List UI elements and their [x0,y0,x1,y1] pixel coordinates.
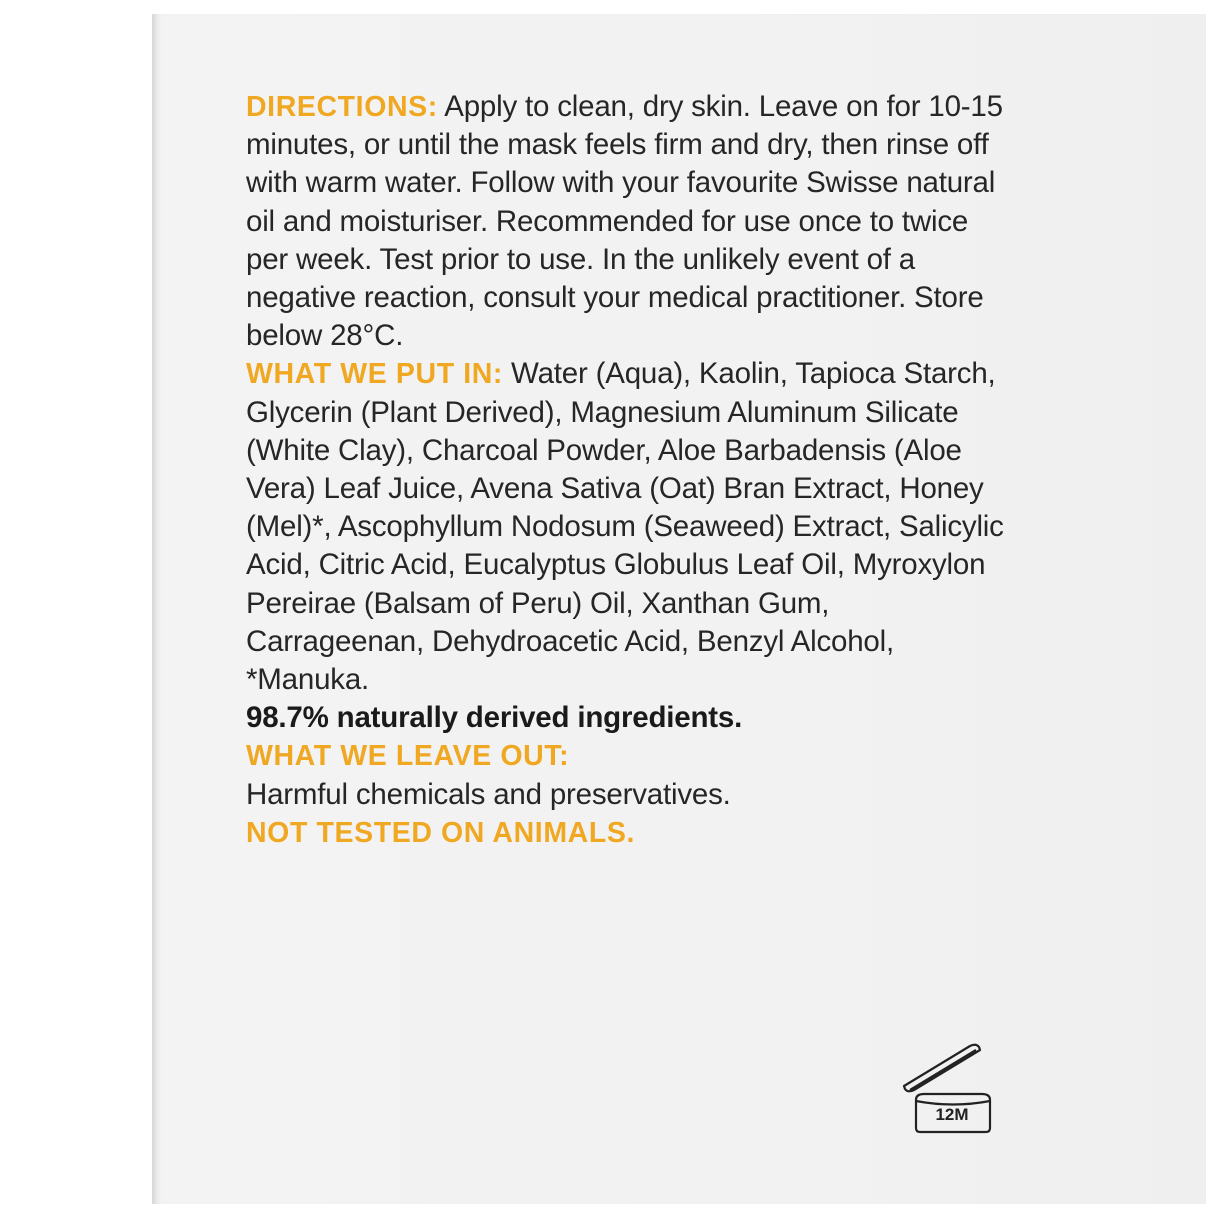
ingredients-block [246,355,1006,737]
label-copy [246,88,1006,852]
directions-block [246,88,1006,355]
panel-edge [152,14,158,1204]
animals-heading: NOT TESTED ON ANIMALS. [246,816,635,849]
directions-heading: DIRECTIONS: [246,91,438,123]
leave-out-heading: WHAT WE LEAVE OUT: [246,740,570,773]
natural-claim: 98.7% naturally derived ingredients. [246,701,743,735]
pao-label: 12M [935,1105,969,1124]
directions-text: Apply to clean, dry skin. Leave on for 10-15 minutes, or until the mask feels firm and dry, then rinse off with warm water. Follow with your favourite Swisse natural oil and moisturiser. Recommended for use once to twice per week. Test prior to use. In the unlikely event of a negative reaction, consult your medical practitioner. Store below 28°C. [246,90,1003,353]
animals-block [246,814,1006,852]
leave-out-block [246,737,1006,813]
leave-out-text: Harmful chemicals and preservatives. [246,777,731,811]
ingredients-text: Water (Aqua), Kaolin, Tapioca Starch, Glycerin (Plant Derived), Magnesium Aluminum Silicate (White Clay), Charcoal Powder, Aloe Barbadensis (Aloe Vera) Leaf Juice, Avena Sativa (Oat) Bran Extract, Honey (Mel)*, Ascophyllum Nodosum (Seaweed) Extract, Salicylic Acid, Citric Acid, Eucalyptus Globulus Leaf Oil, Myroxylon Pereirae (Balsam of Peru) Oil, Xanthan Gum, Carrageenan, Dehydroacetic Acid, Benzyl Alcohol, *Manuka. [246,357,1004,697]
ingredients-heading: WHAT WE PUT IN: [246,358,504,391]
